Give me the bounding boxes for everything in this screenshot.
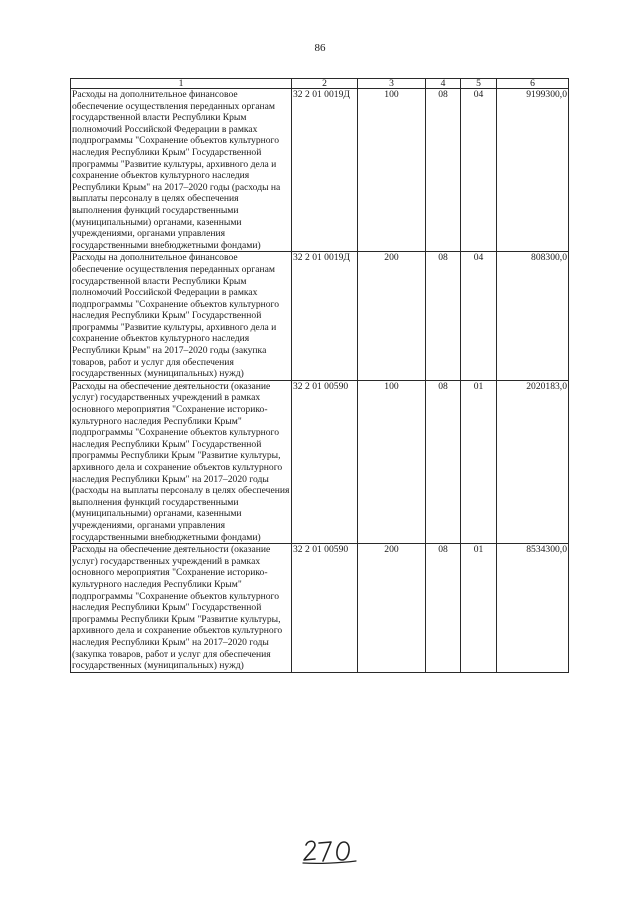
handwritten-page-number xyxy=(300,836,360,866)
header-col-3: 3 xyxy=(358,79,426,89)
row-col3: 100 xyxy=(358,89,426,252)
row-col3: 100 xyxy=(358,380,426,543)
row-code: 32 2 01 00590 xyxy=(292,380,358,543)
row-col5: 04 xyxy=(461,89,497,252)
table-header-row xyxy=(71,79,569,89)
row-description: Расходы на обеспечение деятельности (оказание услуг) государственных учреждений в рамках основного мероприятия "Сохранение историко-культурного наследия Республики Крым" подпрограммы "Сохранение объектов культурного наследия Республики Крым" Государственной программы Республики Крым "Развитие культуры, архивного дела и сохранение объектов культурного наследия Республики Крым" на 2017–2020 годы (закупка товаров, работ и услуг для обеспечения государственных (муниципальных) нужд) xyxy=(71,544,292,673)
header-col-2: 2 xyxy=(292,79,358,89)
row-col3: 200 xyxy=(358,544,426,673)
row-description: Расходы на дополнительное финансовое обеспечение осуществления переданных органам государственной власти Республики Крым полномочий Российской Федерации в рамках подпрограммы "Сохранение объектов культурного наследия Республики Крым" Государственной программы "Развитие культуры, архивного дела и сохранение объектов культурного наследия Республики Крым" на 2017–2020 годы (расходы на выплаты персоналу в целях обеспечения выполнения функций государственными (муниципальными) органами, казенными учреждениями, органами управления государственными внебюджетными фондами) xyxy=(71,89,292,252)
header-col-5: 5 xyxy=(461,79,497,89)
row-description: Расходы на дополнительное финансовое обеспечение осуществления переданных органам государственной власти Республики Крым полномочий Российской Федерации в рамках подпрограммы "Сохранение объектов культурного наследия Республики Крым" Государственной программы "Развитие культуры, архивного дела и сохранение объектов культурного наследия Республики Крым" на 2017–2020 годы (закупка товаров, работ и услуг для обеспечения государственных (муниципальных) нужд) xyxy=(71,252,292,381)
row-code: 32 2 01 0019Д xyxy=(292,252,358,381)
row-amount: 9199300,0 xyxy=(497,89,569,252)
header-col-1: 1 xyxy=(71,79,292,89)
row-code: 32 2 01 0019Д xyxy=(292,89,358,252)
row-col3: 200 xyxy=(358,252,426,381)
budget-table xyxy=(70,78,569,673)
row-amount: 2020183,0 xyxy=(497,380,569,543)
table-row xyxy=(71,380,569,543)
row-col5: 04 xyxy=(461,252,497,381)
row-col4: 08 xyxy=(426,380,461,543)
page-number: 86 xyxy=(314,42,326,54)
row-description: Расходы на обеспечение деятельности (оказание услуг) государственных учреждений в рамках основного мероприятия "Сохранение историко-культурного наследия Республики Крым" подпрограммы "Сохранение объектов культурного наследия Республики Крым" Государственной программы Республики Крым "Развитие культуры, архивного дела и сохранение объектов культурного наследия Республики Крым" на 2017–2020 годы (расходы на выплаты персоналу в целях обеспечения выполнения функций государственными (муниципальными) органами, казенными учреждениями, органами управления государственными внебюджетными фондами) xyxy=(71,380,292,543)
row-code: 32 2 01 00590 xyxy=(292,544,358,673)
row-amount: 8534300,0 xyxy=(497,544,569,673)
table-row xyxy=(71,89,569,252)
header-col-4: 4 xyxy=(426,79,461,89)
table-row xyxy=(71,544,569,673)
row-col5: 01 xyxy=(461,380,497,543)
row-col5: 01 xyxy=(461,544,497,673)
table-row xyxy=(71,252,569,381)
row-col4: 08 xyxy=(426,544,461,673)
row-amount: 808300,0 xyxy=(497,252,569,381)
row-col4: 08 xyxy=(426,89,461,252)
header-col-6: 6 xyxy=(497,79,569,89)
row-col4: 08 xyxy=(426,252,461,381)
